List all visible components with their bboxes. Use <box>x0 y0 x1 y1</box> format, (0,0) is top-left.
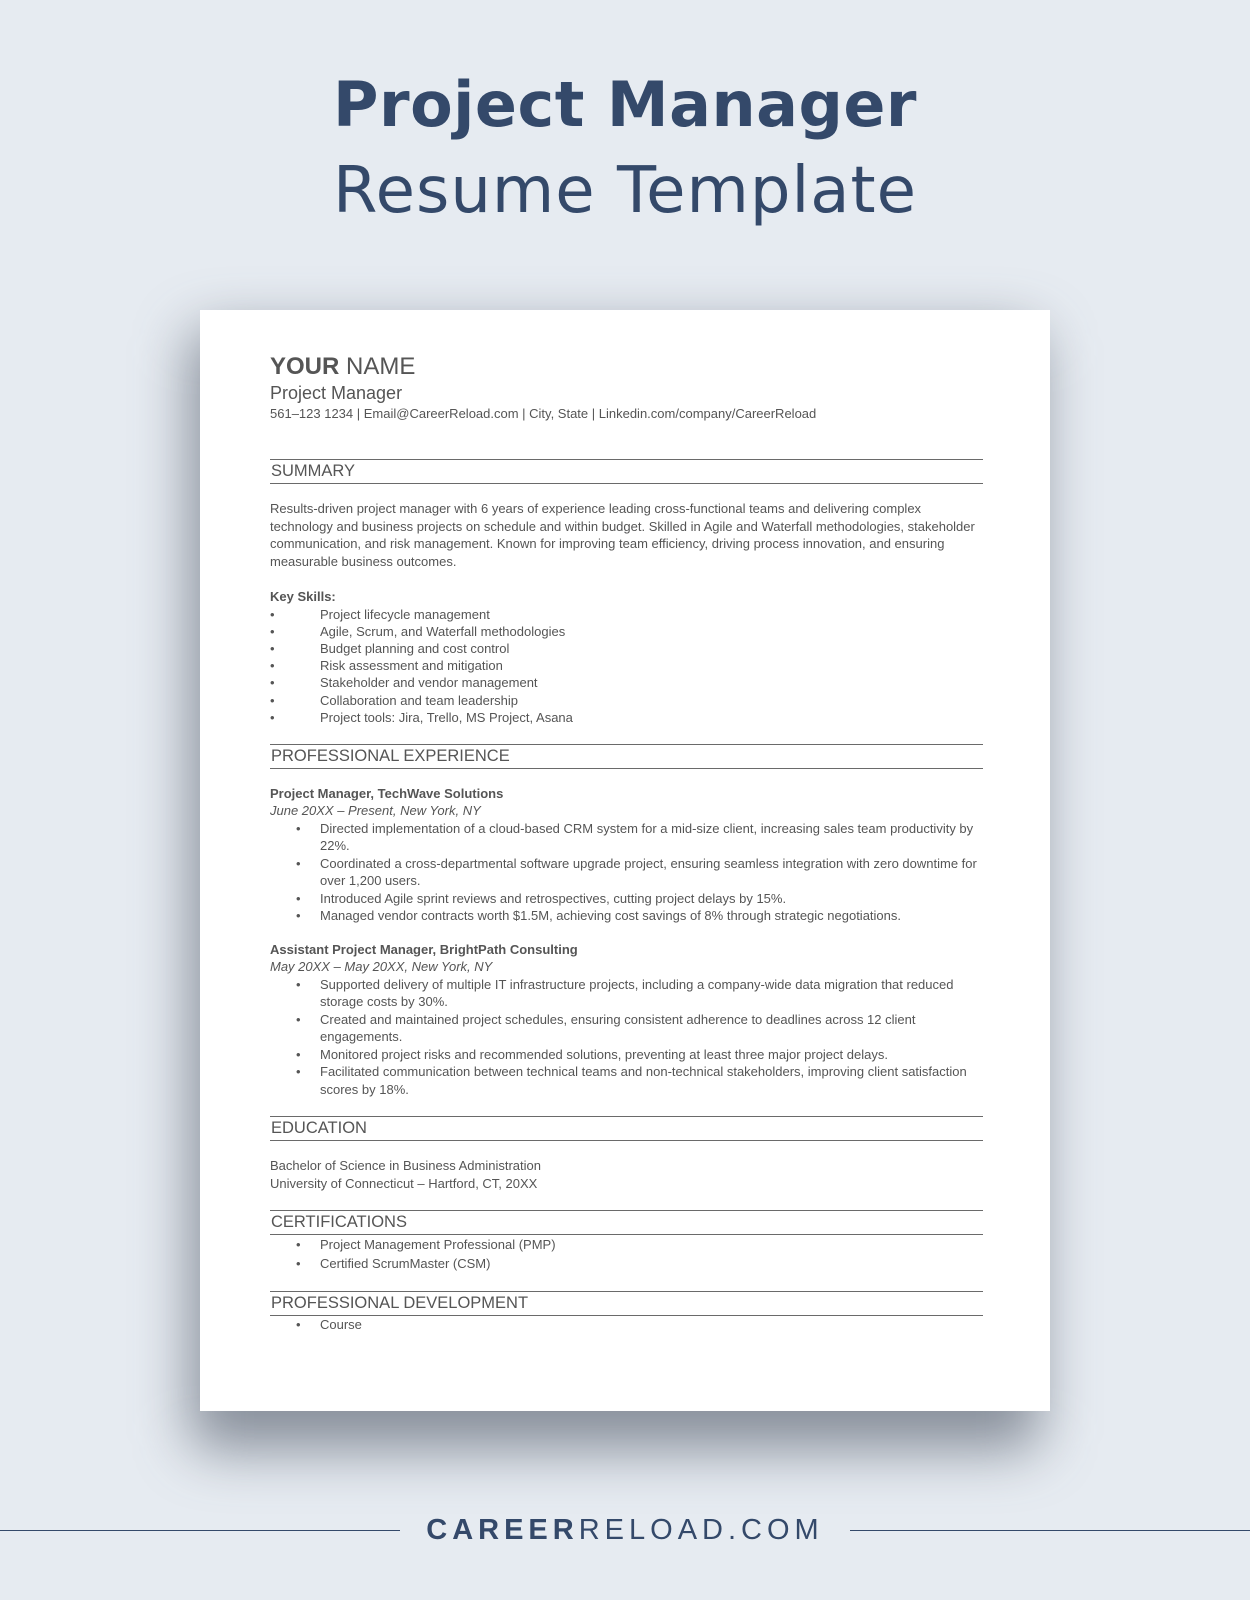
job-dates: May 20XX – May 20XX, New York, NY <box>270 959 493 975</box>
job-title: Assistant Project Manager, BrightPath Consulting <box>270 941 578 957</box>
education-section <box>270 1116 983 1192</box>
bullet-icon: • <box>270 658 275 674</box>
experience-section <box>270 744 983 1099</box>
job-bullets <box>270 976 983 1099</box>
resume-page <box>200 310 1050 1411</box>
list-item: • Project Management Professional (PMP) <box>296 1237 556 1253</box>
resume-content <box>270 352 983 1334</box>
education-school: University of Connecticut – Hartford, CT, 20XX <box>270 1175 538 1191</box>
list-item: • Course <box>296 1317 362 1333</box>
list-item: • Stakeholder and vendor management <box>270 675 538 691</box>
bullet-icon: • <box>270 606 275 622</box>
key-skills-list <box>270 606 983 726</box>
bullet-icon: • <box>270 640 275 656</box>
development-section <box>270 1291 983 1334</box>
list-item: • Agile, Scrum, and Waterfall methodologies <box>270 623 566 639</box>
bullet-icon: • <box>270 709 275 725</box>
resume-job-title: Project Manager <box>270 383 403 403</box>
list-item: • Supported delivery of multiple IT infrastructure projects, including a company-wide data migration that reduced storage costs by 30%. <box>296 976 954 1010</box>
certifications-heading: CERTIFICATIONS <box>270 1210 983 1235</box>
education-heading: EDUCATION <box>270 1116 983 1141</box>
bullet-icon: • <box>296 855 301 871</box>
bullet-icon: • <box>296 976 301 992</box>
list-item: • Project tools: Jira, Trello, MS Project, Asana <box>270 709 573 725</box>
list-item: • Introduced Agile sprint reviews and retrospectives, cutting project delays by 15%. <box>296 890 787 906</box>
bullet-icon: • <box>270 692 275 708</box>
page-hero <box>0 62 1250 234</box>
key-skills-label: Key Skills: <box>270 589 336 604</box>
footer-brand[interactable] <box>400 1513 850 1547</box>
certifications-section <box>270 1210 983 1273</box>
job-bullets <box>270 820 983 925</box>
list-item: • Monitored project risks and recommended solutions, preventing at least three major project delays. <box>296 1046 888 1062</box>
job-dates: June 20XX – Present, New York, NY <box>270 803 481 819</box>
list-item: • Collaboration and team leadership <box>270 692 519 708</box>
summary-heading: SUMMARY <box>270 459 983 484</box>
resume-name <box>270 352 983 382</box>
hero-title-bold: Project Manager <box>333 68 917 141</box>
bullet-icon: • <box>270 623 275 639</box>
development-heading: PROFESSIONAL DEVELOPMENT <box>270 1291 983 1316</box>
hero-title-light: Resume Template <box>333 154 917 228</box>
footer-divider-left <box>0 1530 400 1531</box>
name-rest: NAME <box>339 353 416 380</box>
bullet-icon: • <box>296 1256 301 1272</box>
bullet-icon: • <box>296 1237 301 1253</box>
job-title: Project Manager, TechWave Solutions <box>270 785 504 801</box>
bullet-icon: • <box>296 1317 301 1333</box>
experience-heading: PROFESSIONAL EXPERIENCE <box>270 744 983 769</box>
list-item: • Project lifecycle management <box>270 606 490 622</box>
summary-section <box>270 459 983 726</box>
certifications-list <box>270 1235 983 1273</box>
summary-text: Results-driven project manager with 6 years of experience leading cross-functional teams and delivering complex technology and business projects on schedule and within budget. Skilled in Agile and Waterfall methodologies, stakeholder communication, and risk management. Known for improving team efficiency, driving process innovation, and ensuring measurable business outcomes. <box>270 501 975 569</box>
list-item: • Certified ScrumMaster (CSM) <box>296 1256 491 1272</box>
bullet-icon: • <box>296 1046 301 1062</box>
contact-line: 561–123 1234 | Email@CareerReload.com | City, State | Linkedin.com/company/CareerReload <box>270 406 817 421</box>
bullet-icon: • <box>270 675 275 691</box>
list-item: • Budget planning and cost control <box>270 640 510 656</box>
list-item: • Directed implementation of a cloud-based CRM system for a mid-size client, increasing sales team productivity by 22%. <box>296 820 974 854</box>
name-bold: YOUR <box>270 353 340 380</box>
list-item: • Coordinated a cross-departmental software upgrade project, ensuring seamless integration with zero downtime for over 1,200 users. <box>296 855 977 889</box>
brand-bold: CAREER <box>426 1514 579 1546</box>
list-item: • Risk assessment and mitigation <box>270 658 503 674</box>
list-item: • Facilitated communication between technical teams and non-technical stakeholders, improving client satisfaction scores by 18%. <box>296 1064 967 1097</box>
bullet-icon: • <box>296 908 301 924</box>
education-degree: Bachelor of Science in Business Administration <box>270 1158 541 1174</box>
footer-divider-right <box>850 1530 1250 1531</box>
bullet-icon: • <box>296 820 301 836</box>
bullet-icon: • <box>296 1064 301 1080</box>
brand-rest: RELOAD.COM <box>578 1514 824 1546</box>
bullet-icon: • <box>296 1011 301 1027</box>
development-list <box>270 1316 983 1334</box>
list-item: • Created and maintained project schedules, ensuring consistent adherence to deadlines across 12 client engagements. <box>296 1011 916 1045</box>
list-item: • Managed vendor contracts worth $1.5M, achieving cost savings of 8% through strategic negotiations. <box>296 908 901 924</box>
bullet-icon: • <box>296 890 301 906</box>
